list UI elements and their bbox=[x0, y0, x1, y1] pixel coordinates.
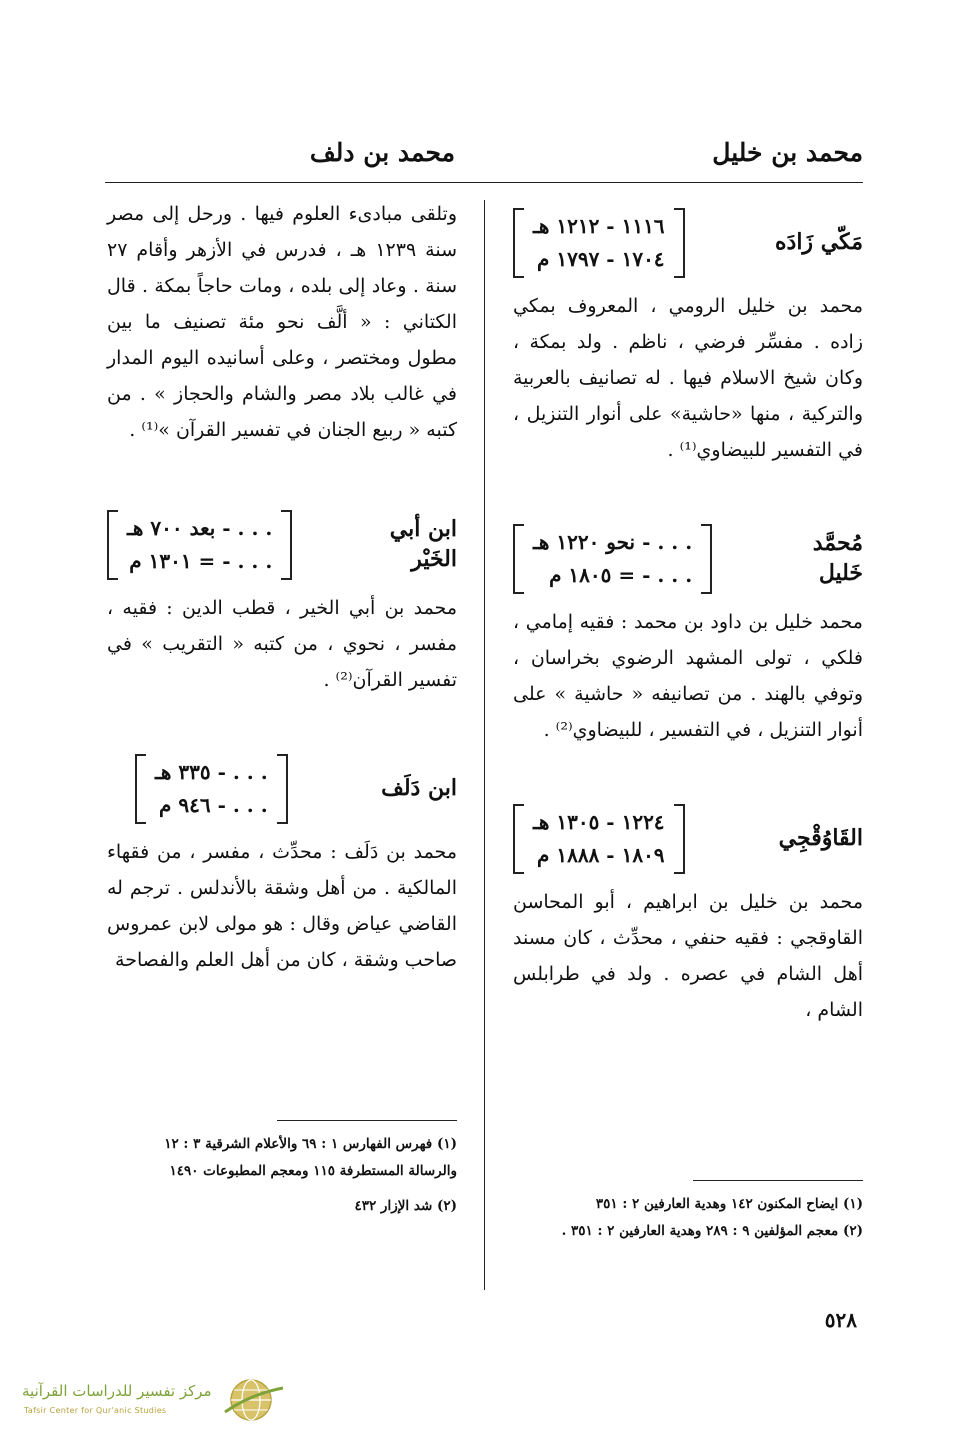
column-divider bbox=[484, 200, 485, 1290]
footnote-item: (١) ايضاح المكنون ١٤٢ وهدية العارفين ٢ : ٣٥١ bbox=[595, 1196, 863, 1212]
entry-biography: محمد بن دَلَف : محدِّث ، مفسر ، من فقهاء المالكية . من أهل وشقة بالأندلس . ترجم له القاضي عياض وقال : هو مولى لابن عمروس صاحب وشقة ، كان من أهل العلم والفصاحة bbox=[107, 841, 457, 971]
hijri-dates: . . . - ٣٣٥ هـ bbox=[155, 760, 268, 784]
dates-bracket bbox=[513, 208, 685, 278]
gregorian-dates: ١٧٠٤ - ١٧٩٧ م bbox=[537, 247, 665, 271]
entry-biography: محمد بن خليل بن ابراهيم ، أبو المحاسن القاوقجي : فقيه حنفي ، محدِّث ، كان مسند أهل الشام في عصره . ولد في طرابلس الشام ، bbox=[513, 891, 863, 1021]
footnotes-left bbox=[117, 1120, 457, 1220]
gregorian-dates: ١٨٠٩ - ١٨٨٨ م bbox=[537, 843, 665, 867]
page-number: ٥٢٨ bbox=[824, 1308, 857, 1332]
dates-bracket bbox=[513, 804, 685, 874]
entry-ibn-abi-al-khayr bbox=[107, 510, 457, 698]
hijri-dates: . . . - بعد ٧٠٠ هـ bbox=[127, 516, 273, 540]
entry-name: ابن دَلَف bbox=[381, 775, 457, 802]
footnotes-right bbox=[511, 1180, 863, 1245]
footnote-rule bbox=[693, 1180, 863, 1181]
gregorian-dates: . . . - = ١٨٠٥ م bbox=[549, 563, 693, 587]
continued-biography: وتلقى مبادىء العلوم فيها . ورحل إلى مصر سنة ١٢٣٩ هـ ، فدرس في الأزهر وأقام ٢٧ سنة . وعاد إلى بلده ، ومات حاجاً بمكة . قال الكتاني : « ألَّف نحو مئة تصنيف ما بين مطول ومختصر ، وعلى أسانيده اليوم المدار في غالب بلاد مصر والشام والحجاز » . من كتبه « ربيع الجنان في تفسير القرآن »⁽¹⁾ . bbox=[107, 203, 457, 441]
entry-name: القَاوُقْجِي bbox=[778, 825, 863, 852]
entry-header bbox=[513, 524, 863, 594]
hijri-dates: ١٢٢٤ - ١٣٠٥ هـ bbox=[533, 810, 665, 834]
entry-ibn-dalaf bbox=[107, 754, 457, 978]
entry-header bbox=[513, 804, 863, 874]
running-head-right: محمد بن خليل bbox=[712, 138, 863, 167]
tafsir-center-logo bbox=[18, 1372, 288, 1428]
hijri-dates: . . . - نحو ١٢٢٠ هـ bbox=[533, 530, 693, 554]
dates-bracket bbox=[107, 510, 292, 580]
header-rule bbox=[105, 182, 863, 183]
entry-biography: محمد بن خليل الرومي ، المعروف بمكي زاده . مفسِّر فرضي ، ناظم . ولد بمكة ، وكان شيخ الاسلام فيها . له تصانيف بالعربية والتركية ، منها «حاشية» على أنوار التنزيل ، في التفسير للبيضاوي⁽¹⁾ . bbox=[513, 295, 863, 461]
footnote-item: (١) فهرس الفهارس ١ : ٦٩ والأعلام الشرقية ٣ : ١٢ والرسالة المستطرفة ١١٥ ومعجم المطبوعات ١٤٩٠ bbox=[164, 1136, 457, 1179]
dates-bracket bbox=[513, 524, 712, 594]
footnote-item: (٢) شد الإزار ٤٣٢ bbox=[354, 1198, 457, 1214]
logo-english-name: Tafsir Center for Qur'anic Studies bbox=[24, 1406, 167, 1415]
right-column bbox=[513, 190, 863, 1028]
gregorian-dates: . . . - = ١٣٠١ م bbox=[129, 549, 273, 573]
entry-name: ابن أبي الخَيْر bbox=[389, 516, 457, 572]
running-head-left: محمد بن دلف bbox=[309, 138, 455, 167]
entry-biography: محمد خليل بن داود بن محمد : فقيه إمامي ، فلكي ، تولى المشهد الرضوي بخراسان ، وتوفي بالهند . من تصانيفه « حاشية » على أنوار التنزيل ، في التفسير ، للبيضاوي⁽²⁾ . bbox=[513, 611, 863, 741]
globe-icon bbox=[223, 1374, 285, 1426]
entry-al-qawuqji bbox=[513, 804, 863, 1028]
hijri-dates: ١١١٦ - ١٢١٢ هـ bbox=[533, 214, 665, 238]
left-column bbox=[107, 190, 457, 978]
logo-arabic-name: مركز تفسير للدراسات القرآنية bbox=[22, 1382, 212, 1400]
entry-muhammad-khalil bbox=[513, 524, 863, 748]
entry-makki-zadeh bbox=[513, 208, 863, 468]
entry-name: مُحمَّد خَليل bbox=[812, 530, 863, 586]
entry-biography: محمد بن أبي الخير ، قطب الدين : فقيه ، مفسر ، نحوي ، من كتبه « التقريب » في تفسير القرآن⁽²⁾ . bbox=[107, 597, 457, 691]
entry-header bbox=[107, 510, 457, 580]
footnote-rule bbox=[277, 1120, 457, 1121]
gregorian-dates: . . . - ٩٤٦ م bbox=[159, 793, 268, 817]
entry-name: مَكّي زَادَه bbox=[775, 229, 863, 256]
entry-header bbox=[513, 208, 863, 278]
footnote-item: (٢) معجم المؤلفين ٩ : ٢٨٩ وهدية العارفين ٢ : ٣٥١ . bbox=[561, 1223, 863, 1239]
dates-bracket bbox=[135, 754, 288, 824]
entry-header bbox=[107, 754, 457, 824]
